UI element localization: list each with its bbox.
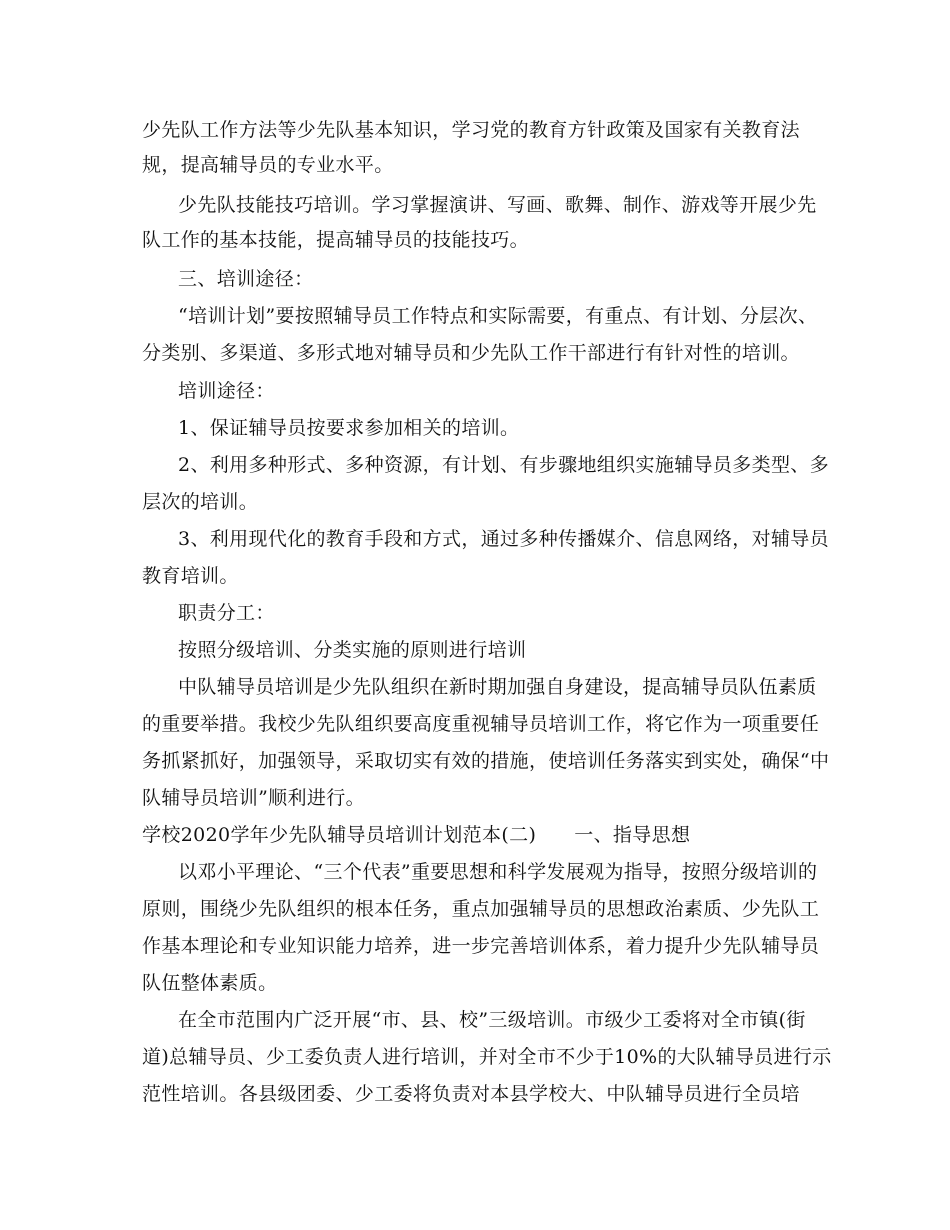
text-line: 道)总辅导员、少工委负责人进行培训，并对全市不少于10%的大队辅导员进行示 [142,1046,832,1068]
text-line: “培训计划”要按照辅导员工作特点和实际需要，有重点、有计划、分层次、 [178,305,818,327]
list-item: 1、保证辅导员按要求参加相关的培训。 [178,417,520,439]
document-subtitle [142,823,690,847]
list-item: 3、利用现代化的教育手段和方式，通过多种传播媒介、信息网络，对辅导员 [178,528,829,550]
text-line: 的重要举措。我校少先队组织要高度重视辅导员培训工作，将它作为一项重要任 [142,713,820,735]
text-line: 作基本理论和专业知识能力培养，进一步完善培训体系，着力提升少先队辅导员 [142,935,820,957]
text-line: 按照分级培训、分类实施的原则进行培训 [178,639,527,661]
text-line: 原则，围绕少先队组织的根本任务，重点加强辅导员的思想政治素质、少先队工 [142,898,820,920]
text-line: 职责分工： [178,602,275,624]
section-heading: 三、培训途径： [178,268,314,290]
text-line: 队伍整体素质。 [142,972,278,994]
text-line: 务抓紧抓好，加强领导，采取切实有效的措施，使培训任务落实到实处，确保“中 [142,750,830,772]
text-line: 范性培训。各县级团委、少工委将负责对本县学校大、中队辅导员进行全员培 [142,1083,800,1105]
section-heading: 一、指导思想 [574,824,691,846]
text-line: 层次的培训。 [142,491,259,513]
text-line: 在全市范围内广泛开展“市、县、校”三级培训。市级少工委将对全市镇(街 [178,1009,806,1031]
text-line: 培训途径： [178,380,275,402]
text-line: 以邓小平理论、“三个代表”重要思想和科学发展观为指导，按照分级培训的 [178,861,818,883]
text-line: 少先队工作方法等少先队基本知识，学习党的教育方针政策及国家有关教育法 [142,119,800,141]
text-line: 分类别、多渠道、多形式地对辅导员和少先队工作干部进行有针对性的培训。 [142,342,800,364]
text-line: 队辅导员培训”顺利进行。 [142,787,365,809]
text-line: 规，提高辅导员的专业水平。 [142,154,394,176]
text-line: 教育培训。 [142,565,239,587]
list-item: 2、利用多种形式、多种资源，有计划、有步骤地组织实施辅导员多类型、多 [178,454,829,476]
text-line: 中队辅导员培训是少先队组织在新时期加强自身建设，提高辅导员队伍素质 [178,676,817,698]
text-line: 队工作的基本技能，提高辅导员的技能技巧。 [142,229,530,251]
text-line: 少先队技能技巧培训。学习掌握演讲、写画、歌舞、制作、游戏等开展少先 [178,194,817,216]
subtitle-text: 学校2020学年少先队辅导员培训计划范本(二) [142,824,537,846]
